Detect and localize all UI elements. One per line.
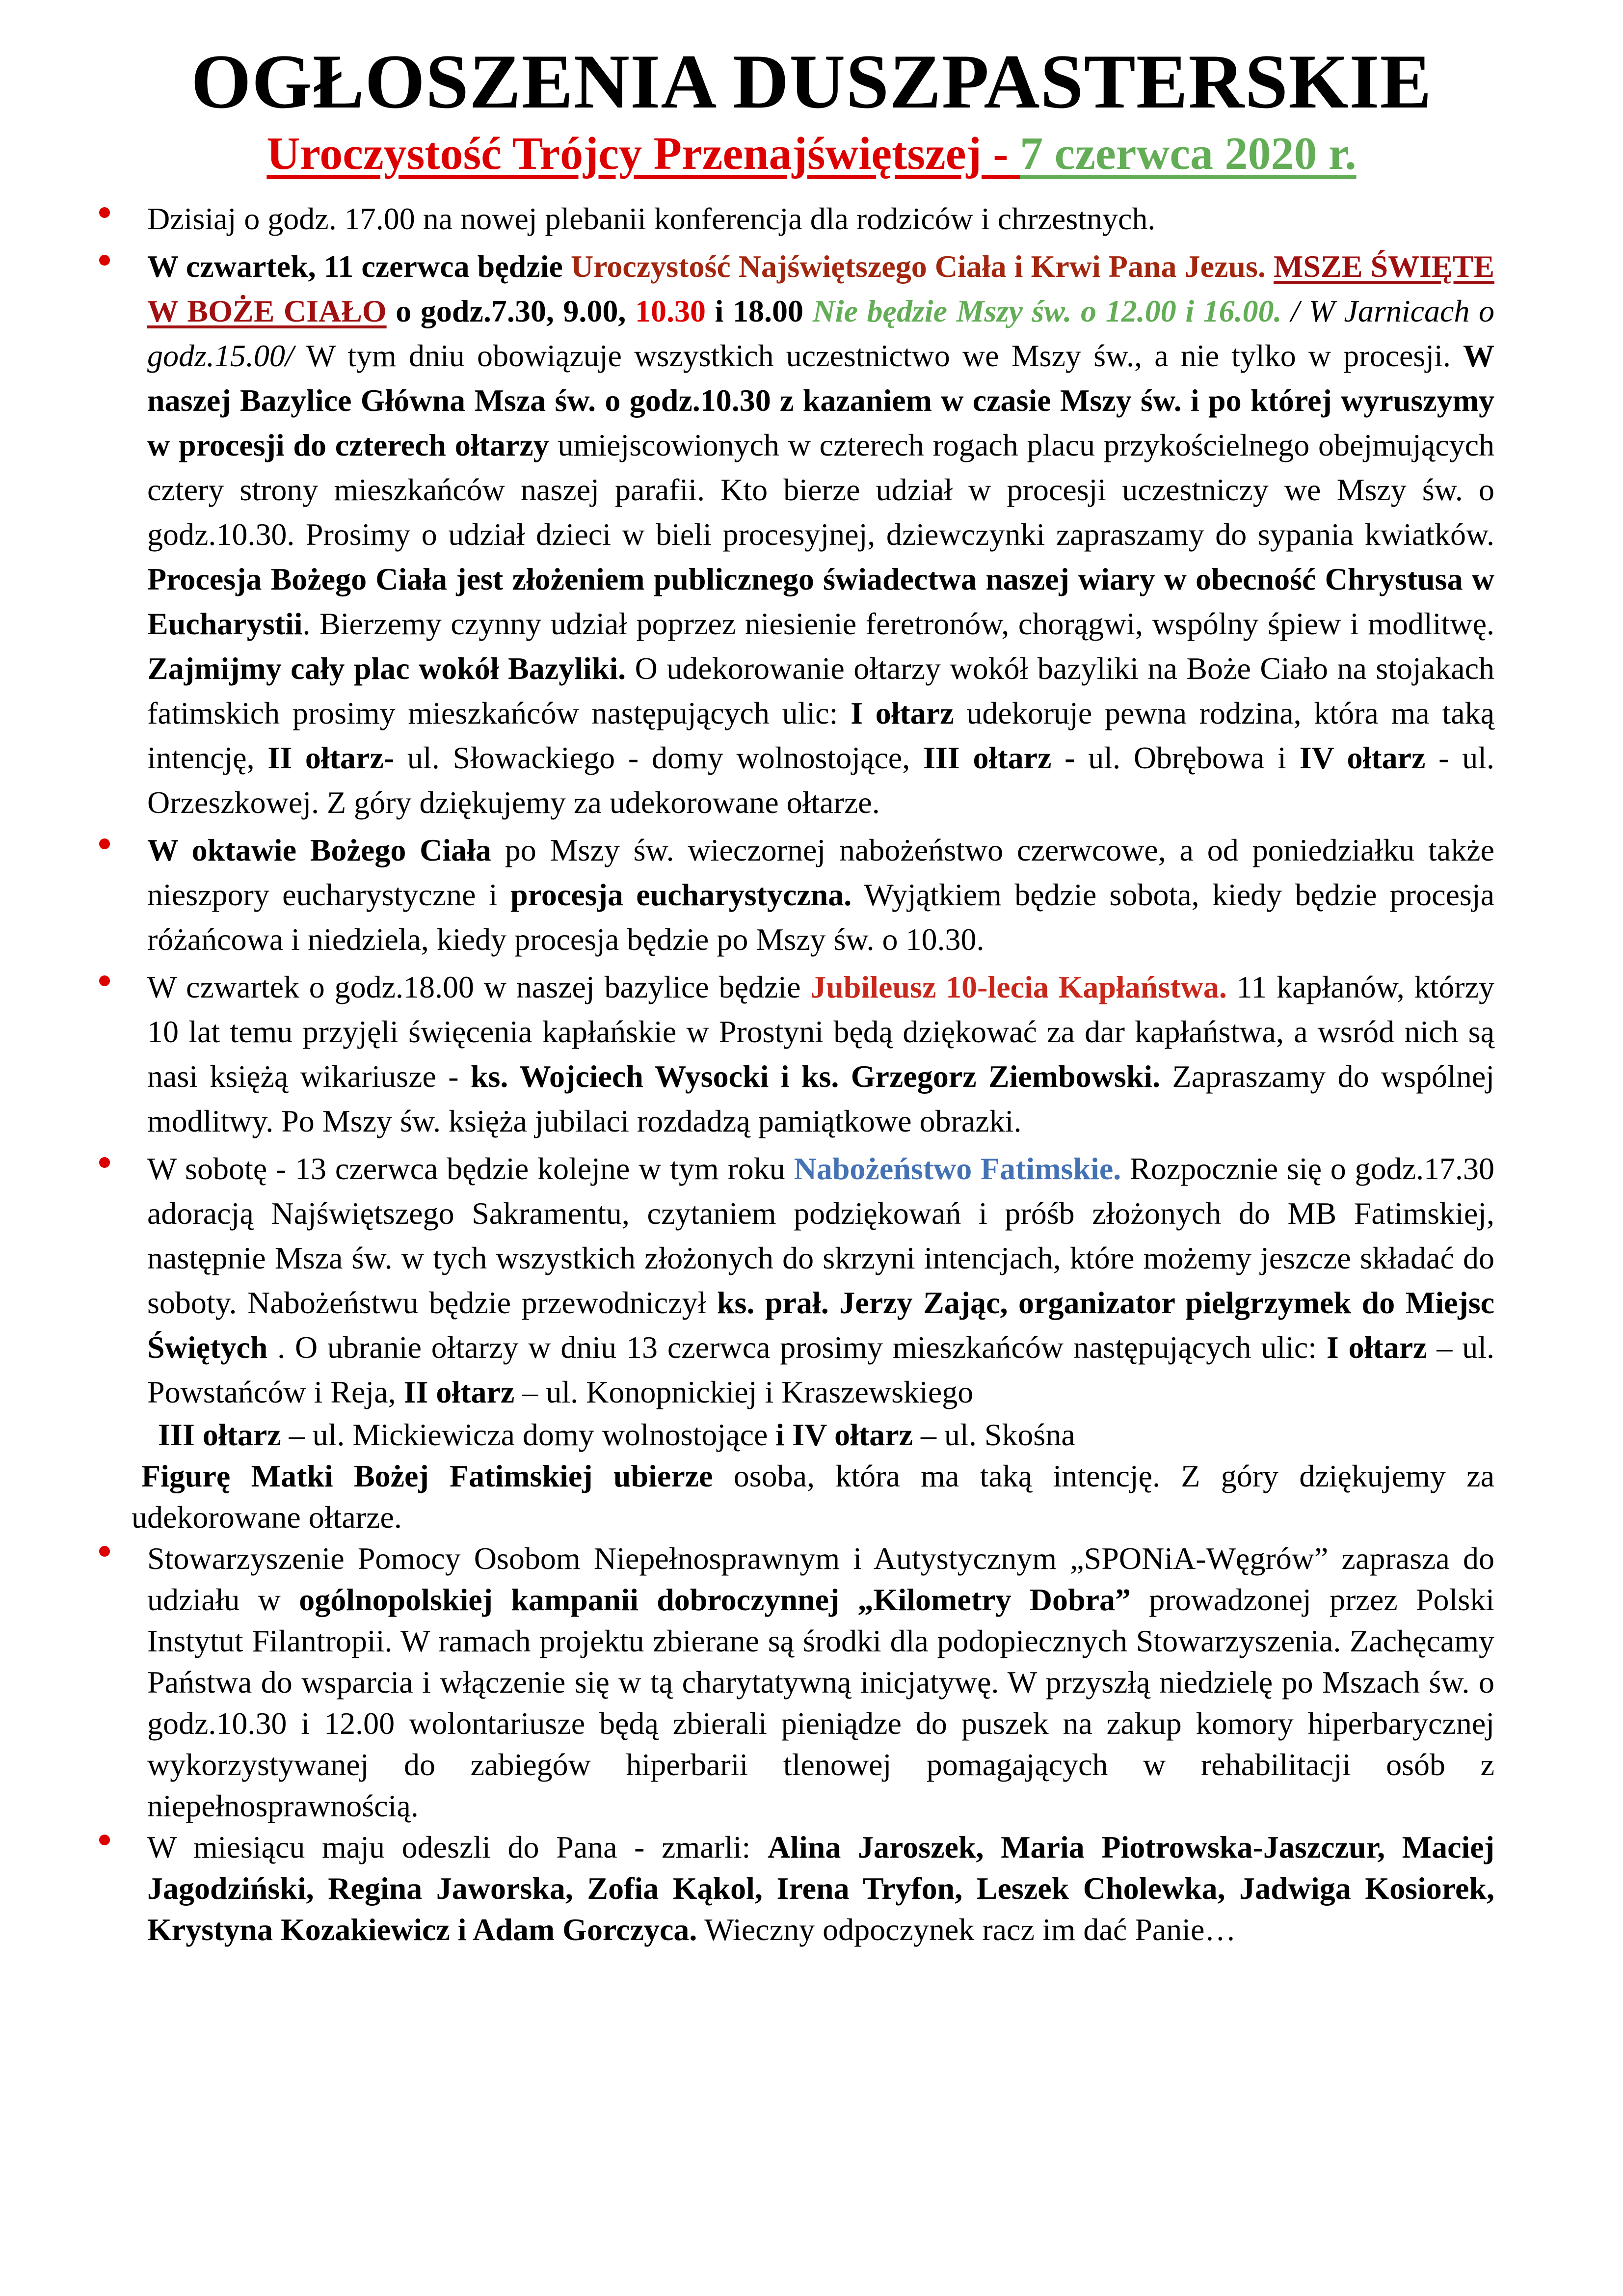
bullet-icon	[99, 255, 110, 266]
body-text: udekoruje pewna rodzina, która ma taką intencję,	[147, 696, 1495, 775]
announcement-text	[147, 1151, 1494, 1409]
bullet-icon	[99, 1835, 110, 1845]
body-text: W sobotę - 13 czerwca będzie kolejne w tym roku	[147, 1151, 794, 1186]
body-text: 11 kapłanów, którzy 10 lat temu przyjęli święcenia kapłańskie w Prostyni będą dziękować za dar kapłaństwa, a wsród nich są nasi księżą wikariusze -	[147, 970, 1495, 1094]
body-text: Stowarzyszenie Pomocy Osobom Niepełnosprawnym i Autystycznym „SPONiA-Węgrów” zaprasza do udziału w	[147, 1541, 1494, 1617]
emphasized-text: Zajmijmy cały plac wokół Bazyliki.	[147, 651, 626, 686]
emphasized-text: III ołtarz	[158, 1417, 281, 1452]
announcement-item	[0, 196, 1623, 241]
page-title: OGŁOSZENIA DUSZPASTERSKIE	[191, 39, 1432, 125]
announcement-item	[0, 828, 1623, 962]
body-text: W czwartek o godz.18.00 w naszej bazylice będzie	[147, 970, 811, 1004]
bullet-icon	[99, 838, 110, 849]
announcement-item	[0, 965, 1623, 1143]
announcement-text	[147, 970, 1494, 1138]
emphasized-text: MSZE ŚWIĘTE W BOŻE CIAŁO	[147, 249, 1495, 328]
body-text: – ul. Konopnickiej i Kraszewskiego	[514, 1375, 974, 1409]
emphasized-text: 10.30	[635, 294, 706, 328]
emphasized-text: Nabożeństwo Fatimskie.	[794, 1151, 1121, 1186]
announcement-item	[0, 1538, 1623, 1827]
emphasized-text: i 18.00	[706, 294, 813, 328]
emphasized-text: W czwartek, 11 czerwca będzie	[147, 249, 571, 284]
page-subtitle	[0, 127, 1623, 181]
announcement-item	[0, 1146, 1623, 1414]
emphasized-text: Figurę Matki Bożej Fatimskiej ubierze	[141, 1459, 713, 1493]
bullet-icon	[99, 975, 110, 986]
body-text: W miesiącu maju odeszli do Pana - zmarli:	[147, 1830, 768, 1864]
emphasized-text: Uroczystość Najświętszego Ciała i Krwi Pana Jezus.	[570, 249, 1266, 284]
body-text: ul. Słowackiego - domy wolnostojące,	[394, 740, 923, 775]
subtitle-date: 7 czerwca 2020 r.	[1020, 128, 1357, 179]
emphasized-text: ks. prał. Jerzy Zając, organizator pielgrzymek do Miejsc Świętych	[147, 1285, 1495, 1365]
body-text: osoba, która ma taką intencję. Z góry dziękujemy za udekorowane ołtarze.	[132, 1459, 1495, 1535]
emphasized-text: I ołtarz	[851, 696, 954, 730]
body-text: - ul. Orzeszkowej. Z góry dziękujemy za udekorowane ołtarze.	[147, 740, 1495, 820]
body-text: prowadzonej przez Polski Instytut Filantropii. W ramach projektu zbierane są środki dla podopiecznych Stowarzyszenia. Zachęcamy Państwa do wsparcia i włączenie się w tą charytatywną inicjatywę. W przyszłą niedzielę po Mszach św. o godz.10.30 i 12.00 wolontariusze będą zbierali pieniądze do puszek na zakup komory hiperbarycznej wykorzystywanej do zabiegów hiperbarii tlenowej pomagających w rehabilitacji osób z niepełnosprawnością.	[147, 1582, 1495, 1823]
announcement-text	[147, 1830, 1494, 1947]
body-text: . Bierzemy czynny udział poprzez niesienie feretronów, chorągwi, wspólny śpiew i modlitwę.	[302, 606, 1494, 641]
subtitle-feast: Uroczystość Trójcy Przenajświętszej -	[266, 128, 1020, 179]
body-text: Zapraszamy do wspólnej modlitwy. Po Mszy św. księża jubilaci rozdadzą pamiątkowe obrazki.	[147, 1059, 1495, 1138]
body-text: O udekorowanie ołtarzy wokół bazyliki na Boże Ciało na stojakach fatimskich prosimy mieszkańców następujących ulic:	[147, 651, 1495, 730]
emphasized-text: W naszej Bazylice Główna Msza św. o godz.10.30 z kazaniem w czasie Mszy św. i po której wyruszymy w procesji do czterech ołtarzy	[147, 338, 1495, 462]
bullet-icon	[99, 1546, 110, 1557]
emphasized-text: Jubileusz 10-lecia Kapłaństwa.	[810, 970, 1227, 1004]
emphasized-text: I ołtarz	[1326, 1330, 1427, 1365]
emphasized-text: Alina Jaroszek, Maria Piotrowska-Jaszczur, Maciej Jagodziński, Regina Jaworska, Zofia Kąkol, Irena Tryfon, Leszek Cholewka, Jadwiga Kosiorek, Krystyna Kozakiewicz i Adam Gorczyca.	[147, 1830, 1494, 1947]
emphasized-text: III ołtarz -	[923, 740, 1075, 775]
announcement-item	[0, 244, 1623, 825]
announcement-text	[147, 201, 1155, 236]
announcement-text	[147, 1541, 1494, 1823]
body-text: – ul. Mickiewicza domy wolnostojące	[281, 1417, 776, 1452]
body-text: ul. Obrębowa i	[1075, 740, 1300, 775]
bullet-icon	[99, 207, 110, 218]
body-text: Rozpocznie się o godz.17.30 adoracją Najświętszego Sakramentu, czytaniem podziękowań i próśb złożonych do MB Fatimskiej, następnie Msza św. w tych wszystkich złożonych do skrzyni intencjach, które możemy jeszcze składać do soboty. Nabożeństwu będzie przewodniczył	[147, 1151, 1495, 1320]
emphasized-text: Procesja Bożego Ciała jest złożeniem publicznego świadectwa naszej wiary w obecność Chrystusa w Eucharystii	[147, 562, 1494, 641]
emphasized-text: IV ołtarz	[1299, 740, 1426, 775]
emphasized-text: i IV ołtarz	[775, 1417, 913, 1452]
body-text: po Mszy św. wieczornej nabożeństwo czerwcowe, a od poniedziałku także nieszpory eucharystyczne i	[147, 833, 1495, 912]
announcement-extra-line	[0, 1456, 1623, 1538]
emphasized-text: II ołtarz-	[267, 740, 395, 775]
body-text: Dzisiaj o godz. 17.00 na nowej plebanii konferencja dla rodziców i chrzestnych.	[147, 201, 1156, 236]
body-text: – ul. Skośna	[913, 1417, 1075, 1452]
body-text: umiejscowionych w czterech rogach placu przykościelnego obejmujących cztery strony mieszkańców naszej parafii. Kto bierze udział w procesji uczestniczy we Mszy św. o godz.10.30. Prosimy o udział dzieci w bieli procesyjnej, dziewczynki zapraszamy do sypania kwiatków.	[147, 428, 1495, 552]
announcement-extra-line	[0, 1414, 1623, 1456]
emphasized-text: o godz.7.30, 9.00,	[386, 294, 636, 328]
body-text: / W Jarnicach o godz.15.00/	[147, 294, 1495, 373]
body-text	[1266, 249, 1274, 284]
body-text: Wyjątkiem będzie sobota, kiedy będzie procesja różańcowa i niedziela, kiedy procesja będzie po Mszy św. o 10.30.	[147, 877, 1495, 957]
body-text: W tym dniu obowiązuje wszystkich uczestnictwo we Mszy św., a nie tylko w procesji.	[306, 338, 1463, 373]
announcement-item	[0, 1827, 1623, 1950]
emphasized-text: Nie będzie Mszy św. o 12.00 i 16.00.	[812, 294, 1282, 328]
body-text: . O ubranie ołtarzy w dniu 13 czerwca prosimy mieszkańców następujących ulic:	[267, 1330, 1327, 1365]
emphasized-text: W oktawie Bożego Ciała	[147, 833, 491, 867]
emphasized-text: ks. Wojciech Wysocki i ks. Grzegorz Ziembowski.	[470, 1059, 1161, 1094]
announcement-text	[147, 249, 1494, 820]
announcement-list	[0, 196, 1623, 1950]
body-text: Wieczny odpoczynek racz im dać Panie…	[697, 1912, 1236, 1947]
emphasized-text: procesja eucharystyczna.	[510, 877, 852, 912]
announcement-text	[147, 833, 1494, 957]
emphasized-text: II ołtarz	[403, 1375, 515, 1409]
emphasized-text: ogólnopolskiej kampanii dobroczynnej „Kilometry Dobra”	[299, 1582, 1131, 1617]
body-text: – ul. Powstańców i Reja,	[147, 1330, 1495, 1409]
bullet-icon	[99, 1157, 110, 1168]
